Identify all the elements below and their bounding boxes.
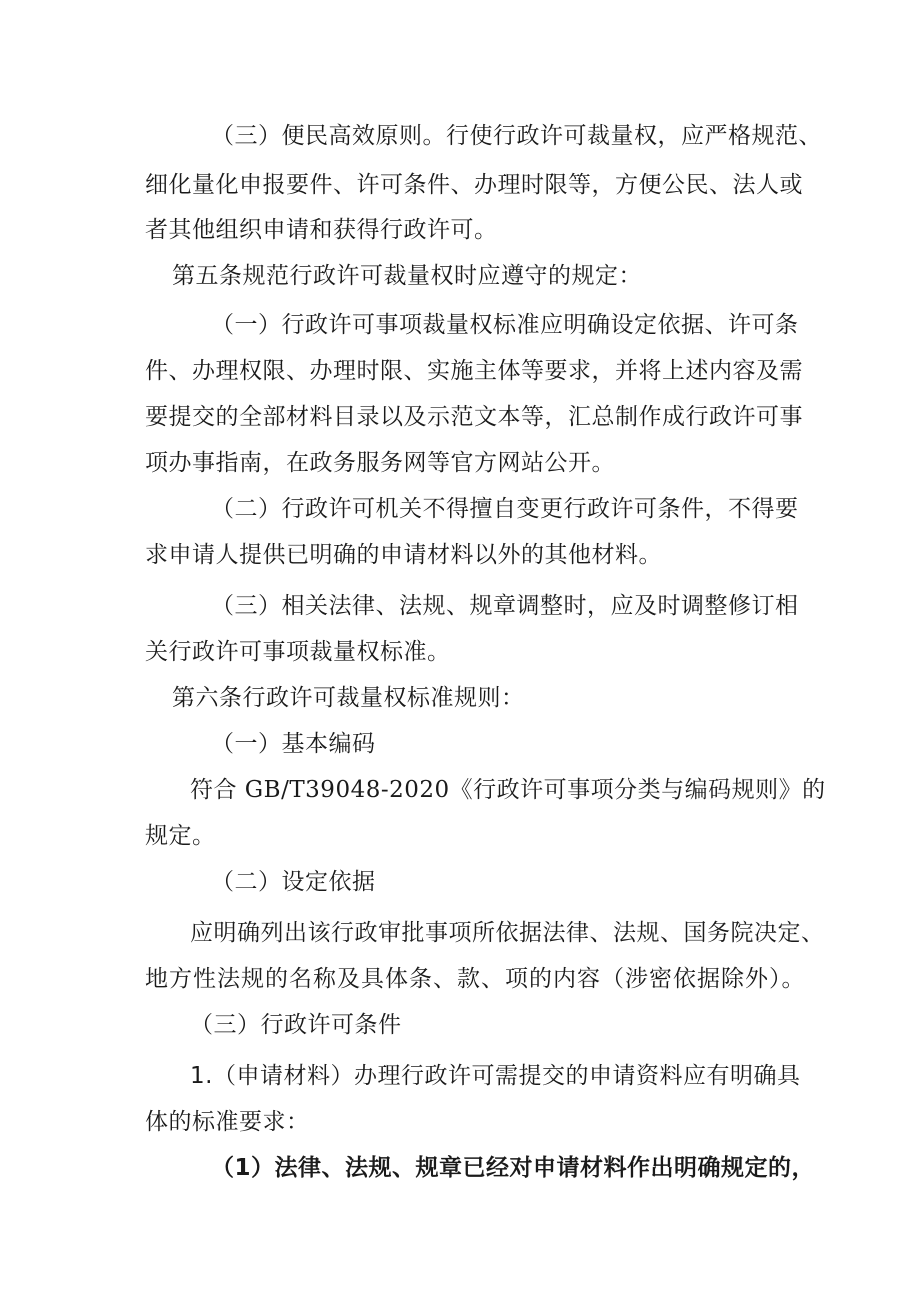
paragraph-line: 细化量化申报要件、许可条件、办理时限等，方便公民、法人或 xyxy=(145,172,803,198)
paragraph-line: 1.（申请材料）办理行政许可需提交的申请资料应有明确具 xyxy=(190,1063,801,1089)
paragraph-line: 地方性法规的名称及具体条、款、项的内容（涉密依据除外）。 xyxy=(145,966,805,992)
paragraph-line: 体的标准要求： xyxy=(145,1109,310,1135)
paragraph-line: 件、办理权限、办理时限、实施主体等要求，并将上述内容及需 xyxy=(145,358,803,384)
paragraph-line: 者其他组织申请和获得行政许可。 xyxy=(145,217,498,243)
section-heading: （一）基本编码 xyxy=(211,731,376,757)
paragraph-line: （一）行政许可事项裁量权标准应明确设定依据、许可条 xyxy=(211,312,799,338)
paragraph-line: （三）相关法律、法规、规章调整时，应及时调整修订相 xyxy=(211,593,799,619)
article-text: 规范行政许可裁量权时应遵守的规定： xyxy=(242,263,642,289)
paragraph-line: 应明确列出该行政审批事项所依据法律、法规、国务院决定、 xyxy=(190,920,825,946)
article-5-line xyxy=(172,261,642,291)
paragraph-line: 规定。 xyxy=(145,823,216,849)
paragraph-line: 求申请人提供已明确的申请材料以外的其他材料。 xyxy=(145,542,662,568)
article-heading: 第五条 xyxy=(172,263,243,289)
article-6-line xyxy=(172,683,525,713)
paragraph-line: 项办事指南，在政务服务网等官方网站公开。 xyxy=(145,450,615,476)
section-heading: （二）设定依据 xyxy=(211,869,376,895)
paragraph-line: 符合 GB/T39048-2020《行政许可事项分类与编码规则》的 xyxy=(190,777,826,803)
section-heading: （三）行政许可条件 xyxy=(190,1012,402,1038)
paragraph-line: 要提交的全部材料目录以及示范文本等，汇总制作成行政许可事 xyxy=(145,404,803,430)
article-heading: 第六条 xyxy=(172,685,243,711)
paragraph-line: 关行政许可事项裁量权标准。 xyxy=(145,639,451,665)
paragraph-line: （1）法律、法规、规章已经对申请材料作出明确规定的， xyxy=(211,1155,816,1181)
paragraph-line: （二）行政许可机关不得擅自变更行政许可条件，不得要 xyxy=(211,496,799,522)
paragraph-line: （三）便民高效原则。行使行政许可裁量权，应严格规范、 xyxy=(211,123,822,149)
article-text: 行政许可裁量权标准规则： xyxy=(242,685,525,711)
